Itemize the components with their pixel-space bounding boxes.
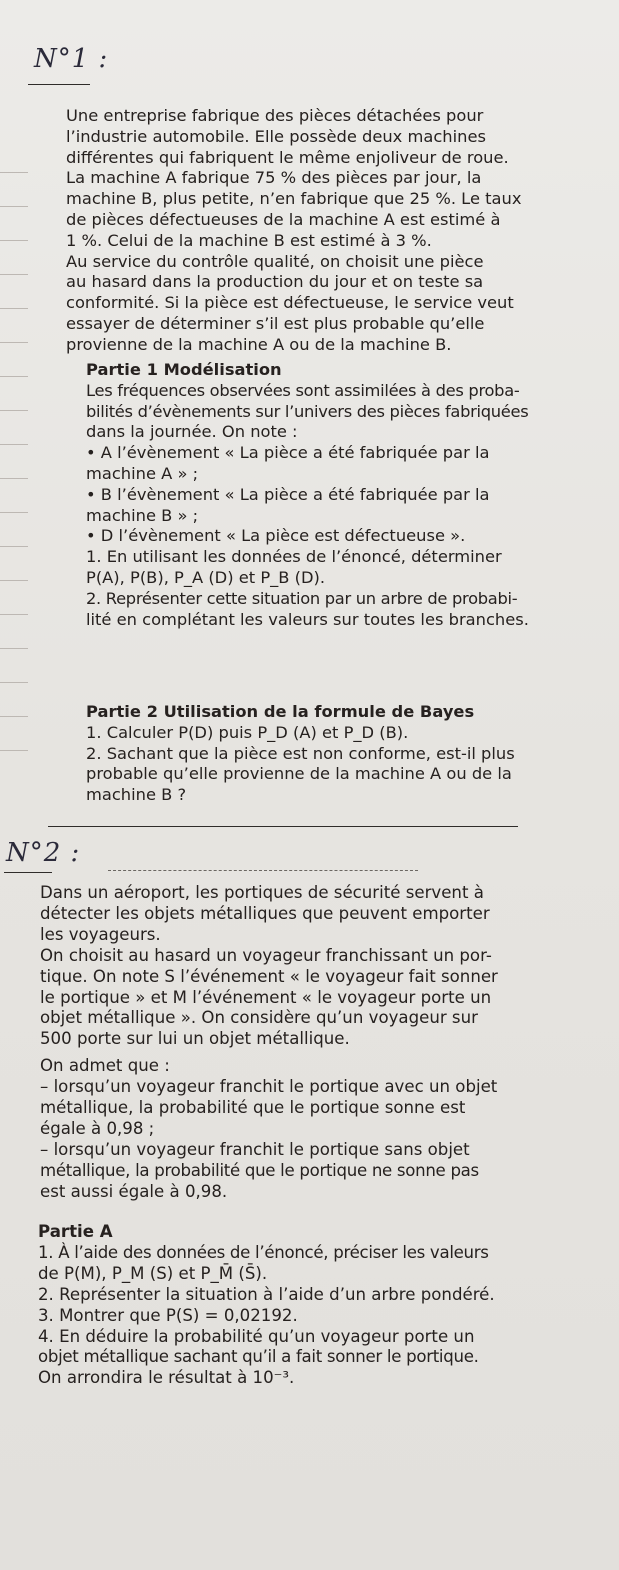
- exercise-1-heading-underline: [28, 84, 90, 85]
- part-2-question: probable qu’elle provienne de la machine A ou de la: [86, 764, 512, 784]
- exercise-1-end-line: [48, 826, 518, 827]
- intro-line: tique. On note S l’événement « le voyageur fait sonner: [40, 966, 498, 986]
- dashed-divider: [108, 870, 418, 871]
- intro-line: La machine A fabrique 75 % des pièces par jour, la: [66, 168, 482, 188]
- part-1-line: • B l’évènement « La pièce a été fabriquée par la: [86, 484, 490, 504]
- part-a-question: objet métallique sachant qu’il a fait sonner le portique.: [38, 1347, 479, 1367]
- intro-line: On choisit au hasard un voyageur franchissant un por-: [40, 945, 492, 965]
- part-2-question: machine B ?: [86, 785, 187, 805]
- intro-line: Une entreprise fabrique des pièces détachées pour: [66, 106, 484, 125]
- intro-line: de pièces défectueuses de la machine A est estimé à: [66, 209, 501, 229]
- part-a-question: 1. À l’aide des données de l’énoncé, préciser les valeurs: [38, 1242, 489, 1262]
- part-2-question: 2. Sachant que la pièce est non conforme, est-il plus: [86, 743, 515, 763]
- intro-line: les voyageurs.: [40, 924, 161, 944]
- part-1-line: • A l’évènement « La pièce a été fabriquée par la: [86, 443, 490, 463]
- intro-line: 500 porte sur lui un objet métallique.: [40, 1029, 350, 1049]
- part-2-title: Partie 2 Utilisation de la formule de Bayes: [86, 702, 475, 721]
- part-1-line: Les fréquences observées sont assimilées à des proba-: [86, 380, 520, 400]
- part-1-question: P(A), P(B), P_A (D) et P_B (D).: [86, 567, 326, 587]
- intro-line: le portique » et M l’événement « le voyageur porte un: [40, 987, 492, 1007]
- intro-line: machine B, plus petite, n’en fabrique que 25 %. Le taux: [66, 189, 522, 209]
- part-a-question: 2. Représenter la situation à l’aide d’un arbre pondéré.: [38, 1284, 495, 1304]
- part-a-question: de P(M), P_M (S) et P_M̄ (S̄).: [38, 1263, 268, 1283]
- intro-line: égale à 0,98 ;: [40, 1118, 155, 1138]
- exercise-1-part-2: [86, 702, 606, 806]
- exercise-2-part-a: [38, 1222, 613, 1389]
- intro-line: essayer de déterminer s’il est plus probable qu’elle: [66, 313, 485, 333]
- intro-line: métallique, la probabilité que le portique ne sonne pas: [40, 1160, 479, 1180]
- exercise-1-heading: N°1 :: [34, 44, 109, 74]
- intro-line: objet métallique ». On considère qu’un voyageur sur: [40, 1008, 478, 1028]
- part-a-question: On arrondira le résultat à 10⁻³.: [38, 1368, 295, 1388]
- notebook-margin-lines: [0, 0, 40, 1570]
- exercise-2-heading-underline: [4, 872, 52, 873]
- intro-line: est aussi égale à 0,98.: [40, 1181, 228, 1201]
- part-1-question: 2. Représenter cette situation par un arbre de probabi-: [86, 588, 518, 608]
- part-2-question: 1. Calculer P(D) puis P_D (A) et P_D (B).: [86, 722, 409, 742]
- intro-line: Au service du contrôle qualité, on choisit une pièce: [66, 251, 484, 271]
- intro-line: 1 %. Celui de la machine B est estimé à 3 %.: [66, 230, 432, 250]
- exercise-2-heading: N°2 :: [6, 838, 81, 868]
- intro-line: différentes qui fabriquent le même enjoliveur de roue.: [66, 147, 509, 167]
- part-a-title: Partie A: [38, 1222, 113, 1241]
- intro-line: On admet que :: [40, 1056, 170, 1076]
- intro-line: – lorsqu’un voyageur franchit le portique sans objet: [40, 1139, 470, 1159]
- part-1-line: bilités d’évènements sur l’univers des pièces fabriquées: [86, 401, 529, 421]
- part-a-question: 3. Montrer que P(S) = 0,02192.: [38, 1305, 298, 1325]
- part-1-title: Partie 1 Modélisation: [86, 360, 282, 379]
- part-1-line: machine A » ;: [86, 463, 199, 483]
- intro-line: – lorsqu’un voyageur franchit le portique avec un objet: [40, 1077, 498, 1097]
- part-1-line: machine B » ;: [86, 505, 199, 525]
- part-1-question: lité en complétant les valeurs sur toutes les branches.: [86, 609, 529, 629]
- intro-line: métallique, la probabilité que le portique sonne est: [40, 1098, 466, 1118]
- exercise-2-intro: [40, 883, 610, 1203]
- part-1-line: dans la journée. On note :: [86, 422, 298, 442]
- exercise-1-part-1: [86, 360, 606, 630]
- intro-line: détecter les objets métalliques que peuvent emporter: [40, 903, 490, 923]
- intro-line: conformité. Si la pièce est défectueuse, le service veut: [66, 293, 514, 313]
- intro-line: Dans un aéroport, les portiques de sécurité servent à: [40, 883, 484, 902]
- intro-line: provienne de la machine A ou de la machine B.: [66, 334, 452, 354]
- part-a-question: 4. En déduire la probabilité qu’un voyageur porte un: [38, 1326, 475, 1346]
- intro-line: l’industrie automobile. Elle possède deux machines: [66, 126, 486, 146]
- part-1-question: 1. En utilisant les données de l’énoncé, déterminer: [86, 547, 502, 567]
- exercise-1-intro: [66, 106, 606, 356]
- part-1-line: • D l’évènement « La pièce est défectueuse ».: [86, 526, 466, 546]
- intro-line: au hasard dans la production du jour et on teste sa: [66, 272, 484, 292]
